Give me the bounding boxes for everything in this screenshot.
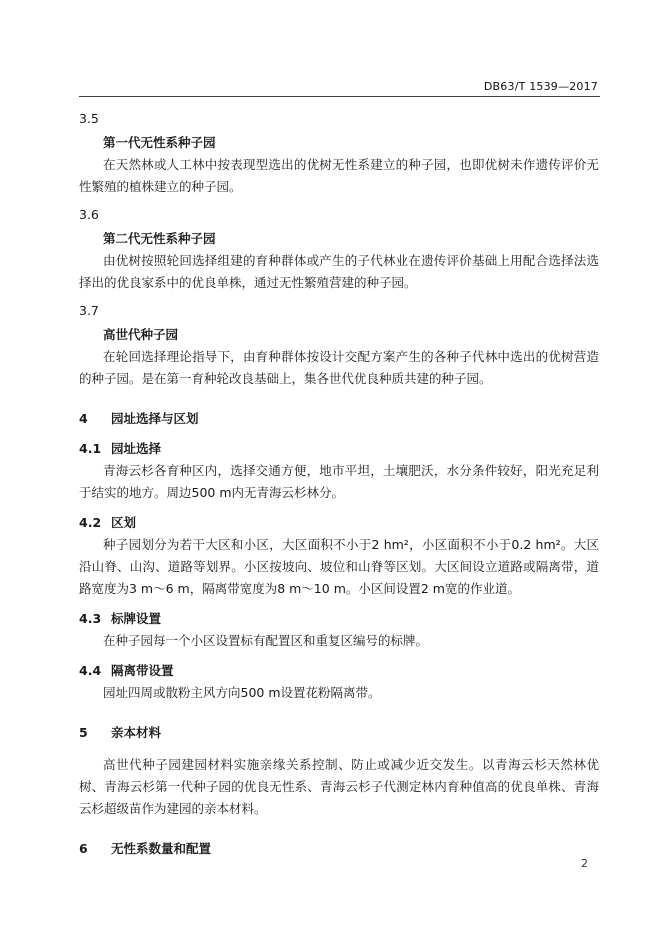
term-title-3-5: 第一代无性系种子园 (103, 135, 216, 150)
section-title-5: 亲本材料 (111, 725, 162, 740)
subsection-text-4-1: 青海云杉各育种区内，选择交通方便，地市平坦，土壤肥沃，水分条件较好，阳光充足利于结实的地方。周边500 m内无青海云杉林分。 (79, 463, 599, 500)
section-title-6: 无性系数量和配置 (111, 841, 212, 856)
term-definition-3-5: 在天然林或人工林中按表现型选出的优树无性系建立的种子园，也即优树未作遗传评价无性繁殖的植株建立的种子园。 (79, 157, 599, 194)
subsection-heading-4-3 (79, 608, 599, 630)
section-number-5: 5 (79, 725, 88, 740)
term-title-3-6: 第二代无性系种子园 (103, 231, 216, 246)
section-number-6: 6 (79, 841, 88, 856)
clause-number-3-7: 3.7 (79, 303, 99, 318)
subsection-heading-4-1 (79, 438, 599, 460)
page-number: 2 (581, 857, 588, 870)
subsection-title-4-1: 园址选择 (111, 441, 162, 456)
subsection-heading-4-2 (79, 512, 599, 534)
term-definition-3-7: 在轮回选择理论指导下，由育种群体按设计交配方案产生的各种子代林中选出的优树营造的种子园。是在第一育种轮改良基础上，集各世代优良种质共建的种子园。 (79, 349, 599, 386)
section-title-4: 园址选择与区划 (111, 411, 199, 426)
header-divider (79, 96, 600, 97)
subsection-title-4-3: 标牌设置 (111, 611, 162, 626)
subsection-text-4-2: 种子园划分为若干大区和小区，大区面积不小于2 hm²，小区面积不小于0.2 hm²。大区沿山脊、山沟、道路等划界。小区按坡向、坡位和山脊等区划。大区间设立道路或隔离带，道路宽度为3 m～6 m，隔离带宽度为8 m～10 m。小区间设置2 m宽的作业道。 (79, 537, 599, 596)
section-heading-4 (79, 408, 599, 430)
section-text-5: 高世代种子园建园材料实施亲缘关系控制、防止或减少近交发生。以青海云杉天然林优树、青海云杉第一代种子园的优良无性系、青海云杉子代测定林内育种值高的优良单株、青海云杉超级苗作为建园的亲本材料。 (79, 757, 599, 816)
clause-number-3-5: 3.5 (79, 111, 99, 126)
subsection-text-4-3: 在种子园每一个小区设置标有配置区和重复区编号的标牌。 (103, 633, 429, 648)
subsection-number-4-2: 4.2 (79, 515, 102, 530)
document-body (79, 102, 599, 860)
subsection-number-4-1: 4.1 (79, 441, 102, 456)
section-heading-6 (79, 838, 599, 860)
subsection-title-4-2: 区划 (111, 515, 137, 530)
subsection-number-4-3: 4.3 (79, 611, 102, 626)
term-definition-3-6: 由优树按照轮回选择组建的育种群体或产生的子代林业在遗传评价基础上用配合选择法选择出的优良家系中的优良单株，通过无性繁殖营建的种子园。 (79, 253, 599, 290)
clause-number-3-6: 3.6 (79, 207, 99, 222)
document-code: DB63/T 1539—2017 (483, 80, 598, 93)
subsection-text-4-4: 园址四周或散粉主风方向500 m设置花粉隔离带。 (103, 685, 381, 700)
term-title-3-7: 高世代种子园 (103, 327, 179, 342)
section-number-4: 4 (79, 411, 88, 426)
subsection-number-4-4: 4.4 (79, 663, 102, 678)
subsection-heading-4-4 (79, 660, 599, 682)
subsection-title-4-4: 隔离带设置 (111, 663, 174, 678)
section-heading-5 (79, 722, 599, 744)
